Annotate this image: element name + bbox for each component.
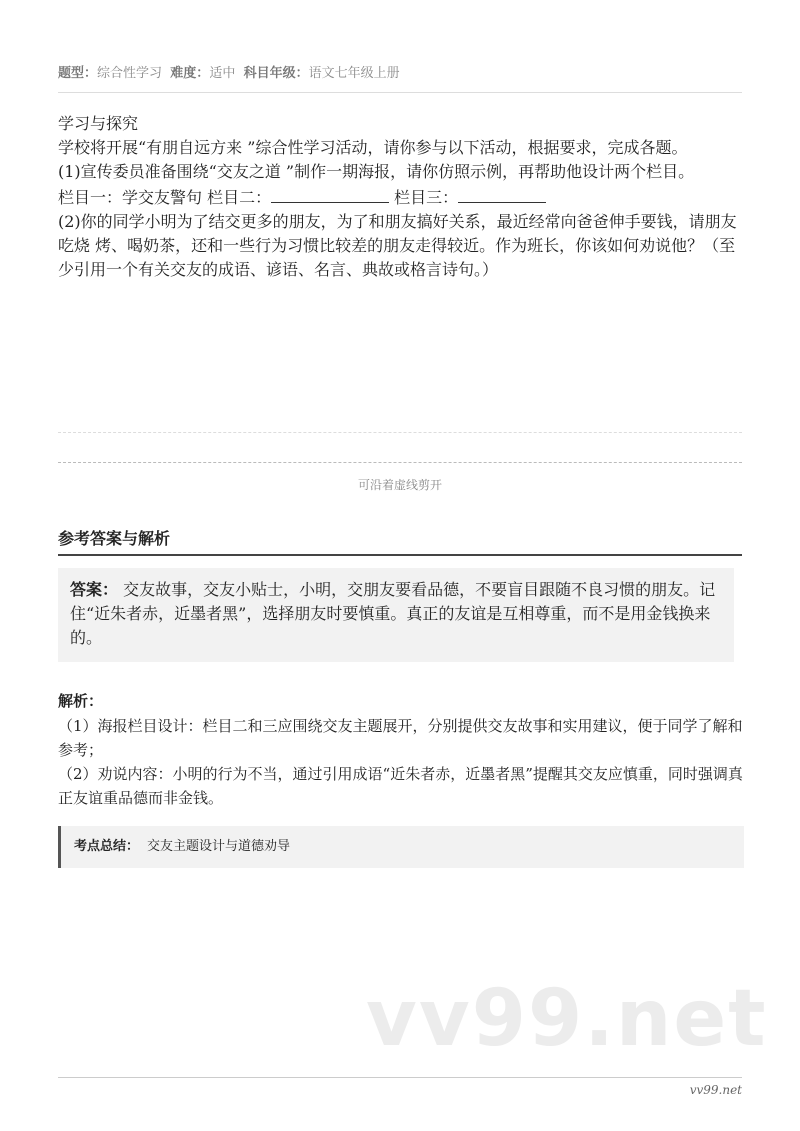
columns-prefix: 栏目一：学交友警句 栏目二： [58,188,272,207]
analysis-body [58,714,744,810]
type-value: 综合性学习 [97,66,163,81]
top-divider [58,92,742,93]
difficulty-value: 适中 [209,66,236,81]
summary-box [58,826,744,868]
cut-note: 可沿着虚线剪开 [357,478,442,492]
answer-label: 答案： [70,580,119,599]
subject-value: 语文七年级上册 [308,66,400,81]
answer-text: 交友故事，交友小贴士，小明，交朋友要看品德，不要盲目跟随不良习惯的朋友。记住“近朱者赤，近墨者黑”，选择朋友时要慎重。真正的友谊是互相尊重，而不是用金钱换来的。 [70,580,716,647]
analysis-label: 解析： [58,692,104,710]
question-part-1: (1)宣传委员准备围绕“交友之道 ”制作一期海报，请你仿照示例，再帮助他设计两个栏目。 [58,162,695,181]
columns-mid: 栏目三： [389,188,459,207]
answer-box [58,568,734,662]
analysis-item-1: （1）海报栏目设计：栏目二和三应围绕交友主题展开，分别提供交友故事和实用建议，便于同学了解和参考； [58,717,743,759]
footer-site: vv99.net [689,1083,742,1097]
column-three-blank[interactable] [458,184,546,203]
cut-line [58,462,742,463]
difficulty-label: 难度： [170,66,210,81]
question-intro: 学校将开展“有朋自远方来 ”综合性学习活动，请你参与以下活动，根据要求，完成各题。 [58,138,688,157]
answer-section-title: 参考答案与解析 [58,529,171,548]
bottom-divider [58,1077,742,1078]
question-heading: 学习与探究 [58,114,139,133]
section-divider [58,554,742,556]
analysis-item-2: （2）劝说内容：小明的行为不当，通过引用成语“近朱者赤，近墨者黑”提醒其交友应慎重，同时强调真正友谊重品德而非金钱。 [58,765,743,807]
answer-space-line [58,432,742,433]
type-label: 题型： [58,66,98,81]
watermark: vv99.net [366,974,768,1064]
question-meta [58,62,400,81]
columns-line [58,184,748,210]
question-body [58,112,748,282]
summary-label: 考点总结： [74,839,140,854]
subject-label: 科目年级： [243,66,309,81]
question-part-2: (2)你的同学小明为了结交更多的朋友，为了和朋友搞好关系，最近经常向爸爸伸手要钱，请朋友吃烧 烤、喝奶茶，还和一些行为习惯比较差的朋友走得较近。作为班长，你该如何劝说他？（至少引用一个有关交友的成语、谚语、名言、典故或格言诗句。） [58,212,737,279]
column-two-blank[interactable] [271,184,389,203]
summary-text: 交友主题设计与道德劝导 [147,839,291,854]
